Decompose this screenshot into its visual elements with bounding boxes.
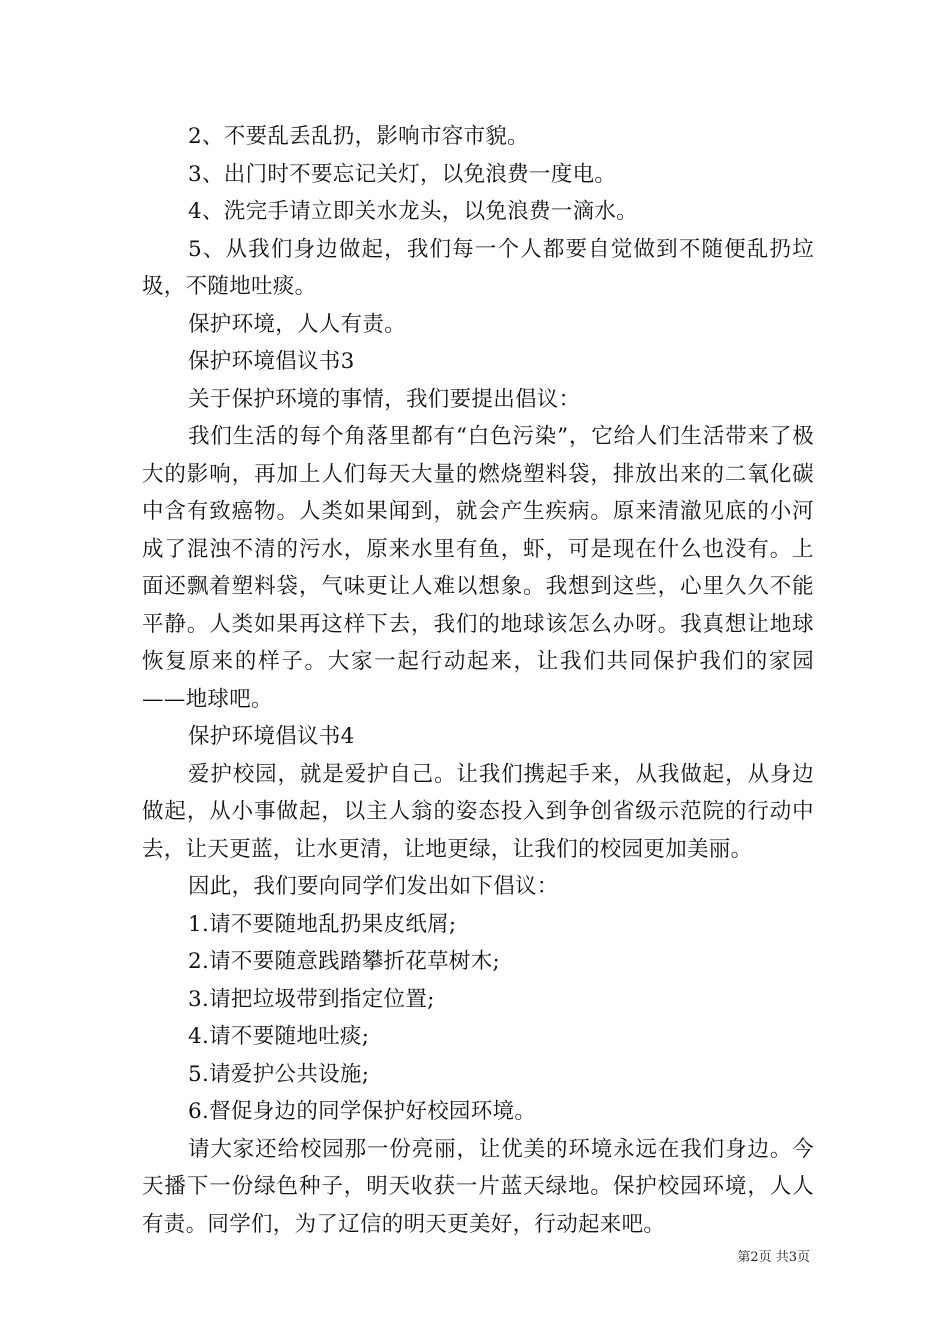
proposal-item: 4.请不要随地吐痰; [188, 1024, 370, 1049]
proposal-item: 1.请不要随地乱扔果皮纸屑; [188, 911, 457, 937]
section-heading-3: 保护环境倡议书3 [188, 349, 355, 374]
proposal-item: 2.请不要随意践踏攀折花草树木; [188, 949, 501, 974]
section-heading-4: 保护环境倡议书4 [188, 724, 355, 749]
proposal-item: 5.请爱护公共设施; [188, 1061, 370, 1087]
page-number: 第2页 共3页 [737, 1250, 810, 1265]
intro-paragraph: 关于保护环境的事情，我们要提出倡议： [188, 386, 581, 412]
body-paragraph: 爱护校园，就是爱护自己。让我们携起手来，从我做起，从身边做起，从小事做起，以主人翁的姿态投入到争创省级示范院的行动中去，让天更蓝，让水更清，让地更绿，让我们的校园更加美丽。 [142, 761, 814, 862]
proposal-intro: 因此，我们要向同学们发出如下倡议： [188, 874, 559, 899]
proposal-item: 6.督促身边的同学保护好校园环境。 [188, 1099, 537, 1124]
list-item-2: 2、不要乱丢乱扔，影响市容市貌。 [188, 124, 529, 149]
closing-paragraph: 请大家还给校园那一份亮丽，让优美的环境永远在我们身边。今天播下一份绿色种子，明天收获一片蓝天绿地。保护校园环境，人人有责。同学们，为了辽信的明天更美好，行动起来吧。 [142, 1136, 814, 1237]
list-item-3: 3、出门时不要忘记关灯，以免浪费一度电。 [188, 161, 617, 187]
proposal-item: 3.请把垃圾带到指定位置; [188, 986, 435, 1012]
document-body [142, 118, 814, 1243]
body-paragraph: 我们生活的每个角落里都有“白色污染”，它给人们生活带来了极大的影响，再加上人们每天大量的燃烧塑料袋，排放出来的二氧化碳中含有致癌物。人类如果闻到，就会产生疾病。原来清澈见底的小河成了混浊不清的污水，原来水里有鱼，虾，可是现在什么也没有。上面还飘着塑料袋，气味更让人难以想象。我想到这些，心里久久不能平静。人类如果再这样下去，我们的地球该怎么办呀。我真想让地球恢复原来的样子。大家一起行动起来，让我们共同保护我们的家园——地球吧。 [142, 424, 814, 712]
closing-line: 保护环境，人人有责。 [188, 311, 407, 337]
list-item-5: 5、从我们身边做起，我们每一个人都要自觉做到不随便乱扔垃圾，不随地吐痰。 [142, 236, 814, 299]
list-item-4: 4、洗完手请立即关水龙头，以免浪费一滴水。 [188, 199, 638, 224]
